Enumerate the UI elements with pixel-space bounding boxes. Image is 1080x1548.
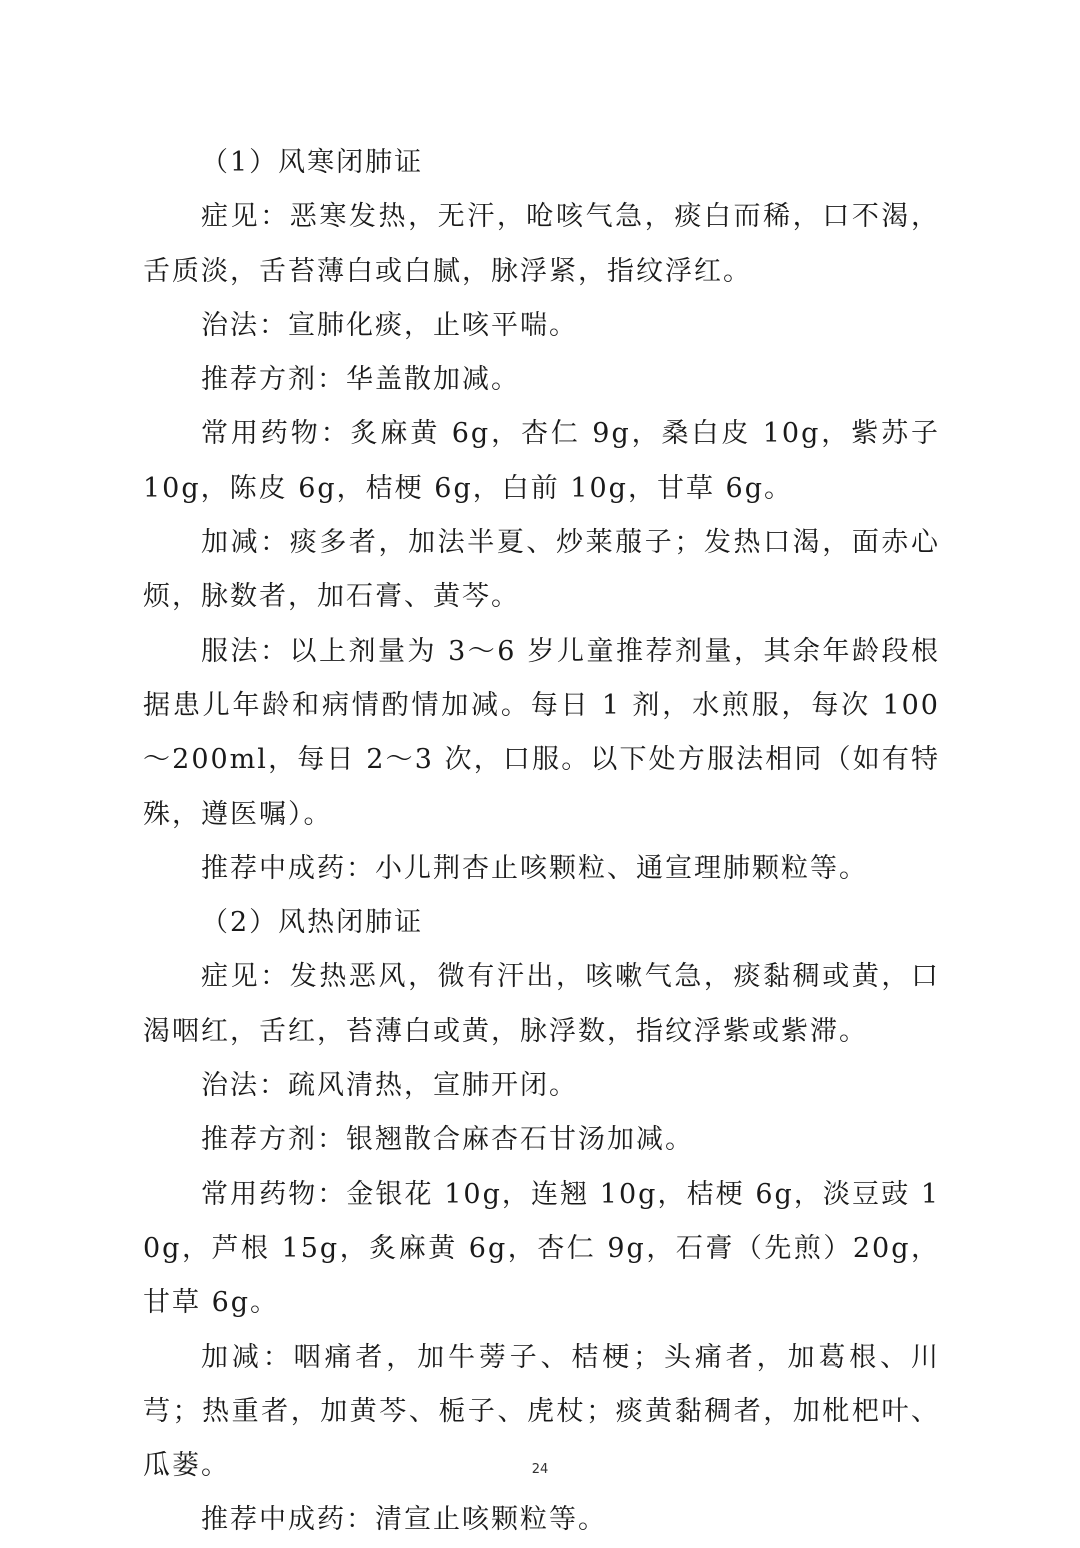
- paragraph-symptoms-wind-cold: 症见：恶寒发热，无汗，呛咳气急，痰白而稀，口不渴，舌质淡，舌苔薄白或白腻，脉浮紧，指纹浮红。: [143, 201, 940, 287]
- paragraph-patent-medicine-wind-cold: 推荐中成药：小儿荆杏止咳颗粒、通宣理肺颗粒等。: [201, 852, 868, 884]
- paragraph-medicines-wind-heat: 常用药物：金银花 10g，连翘 10g，桔梗 6g，淡豆豉 10g，芦根 15g，炙麻黄 6g，杏仁 9g，石膏（先煎）20g，甘草 6g。: [143, 1178, 940, 1319]
- heading-wind-cold-lung-closure: （1）风寒闭肺证: [201, 147, 424, 178]
- page-number: 24: [531, 1462, 549, 1477]
- document-body: [143, 136, 940, 1548]
- paragraph-treatment-wind-heat: 治法：疏风清热，宣肺开闭。: [201, 1070, 578, 1102]
- heading-wind-heat-lung-closure: （2）风热闭肺证: [201, 907, 424, 939]
- paragraph-symptoms-wind-heat: 症见：发热恶风，微有汗出，咳嗽气急，痰黏稠或黄，口渴咽红，舌红，苔薄白或黄，脉浮数，指纹浮紫或紫滞。: [143, 961, 940, 1047]
- paragraph-medicines-wind-cold: 常用药物：炙麻黄 6g，杏仁 9g，桑白皮 10g，紫苏子 10g，陈皮 6g，桔梗 6g，白前 10g，甘草 6g。: [143, 418, 940, 504]
- paragraph-modifications-wind-cold: 加减：痰多者，加法半夏、炒莱菔子；发热口渴，面赤心烦，脉数者，加石膏、黄芩。: [143, 527, 940, 613]
- paragraph-treatment-wind-cold: 治法：宣肺化痰，止咳平喘。: [201, 309, 578, 341]
- paragraph-patent-medicine-wind-heat: 推荐中成药：清宣止咳颗粒等。: [201, 1504, 607, 1536]
- paragraph-modifications-wind-heat: 加减：咽痛者，加牛蒡子、桔梗；头痛者，加葛根、川芎；热重者，加黄芩、栀子、虎杖；痰黄黏稠者，加枇杷叶、瓜蒌。: [143, 1341, 940, 1482]
- paragraph-formula-wind-cold: 推荐方剂：华盖散加减。: [201, 364, 520, 396]
- paragraph-dosage-instructions: 服法：以上剂量为 3～6 岁儿童推荐剂量，其余年龄段根据患儿年龄和病情酌情加减。每日 1 剂，水煎服，每次 100～200ml，每日 2～3 次，口服。以下处方服法相同（如有特殊，遵医嘱）。: [143, 635, 940, 830]
- paragraph-formula-wind-heat: 推荐方剂：银翘散合麻杏石甘汤加减。: [201, 1124, 694, 1156]
